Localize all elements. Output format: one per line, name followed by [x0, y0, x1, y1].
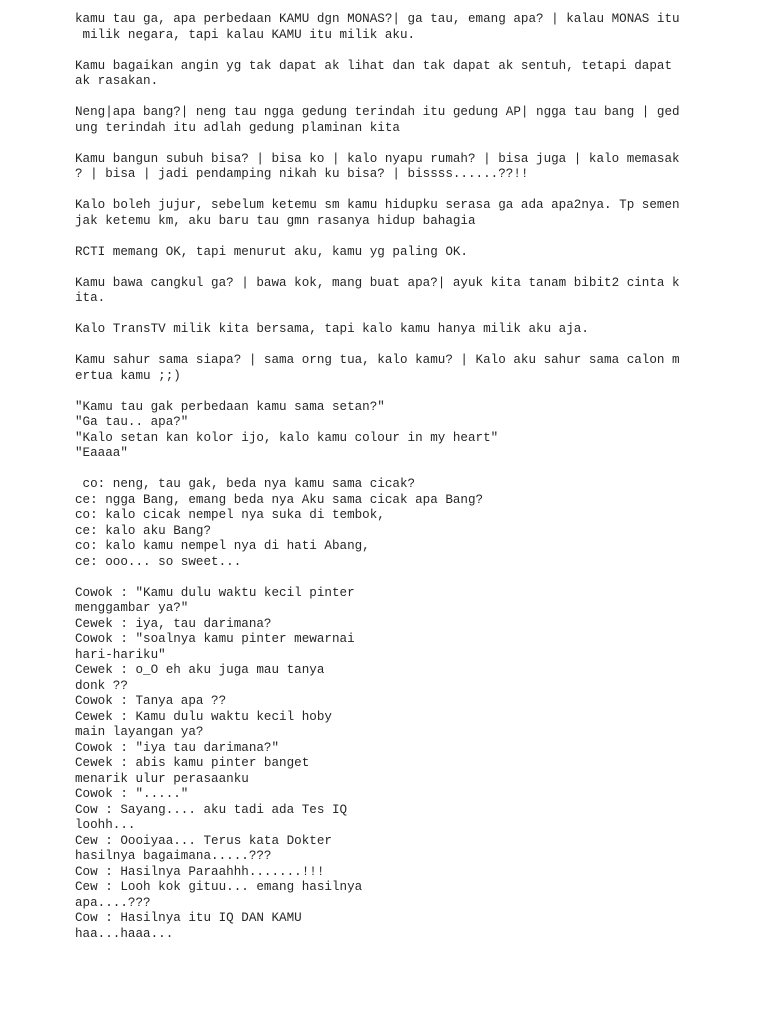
text-line: Cew : Looh kok gituu... emang hasilnya [75, 880, 363, 894]
text-line: Cewek : o_O eh aku juga mau tanya [75, 663, 325, 677]
text-line: ce: kalo aku Bang? [75, 523, 212, 538]
paragraph-transtv [75, 322, 685, 338]
text-line: RCTI memang OK, tapi menurut aku, kamu yg paling OK. [75, 244, 468, 259]
text-line: Kalo TransTV milik kita bersama, tapi kalo kamu hanya milik aku aja. [75, 322, 589, 336]
text-line: Kamu bawa cangkul ga? | bawa kok, mang buat apa?| ayuk kita tanam bibit2 cinta k [75, 275, 680, 290]
text-line: main layangan ya? [75, 725, 204, 739]
paragraph-rcti [75, 245, 685, 261]
paragraph-gedung [75, 105, 685, 136]
text-line: Neng|apa bang?| neng tau ngga gedung terindah itu gedung AP| ngga tau bang | ged [75, 105, 680, 119]
text-line: "Ga tau.. apa?" [75, 415, 189, 429]
text-line: ce: ngga Bang, emang beda nya Aku sama cicak apa Bang? [75, 492, 484, 507]
text-line: ? | bisa | jadi pendamping nikah ku bisa? | bissss......??!! [75, 167, 529, 181]
text-line: ak rasakan. [75, 74, 159, 88]
text-line: Kalo boleh jujur, sebelum ketemu sm kamu hidupku serasa ga ada apa2nya. Tp semen [75, 198, 680, 212]
text-line: Cowok : "soalnya kamu pinter mewarnai [75, 632, 355, 646]
text-line: hasilnya bagaimana.....??? [75, 849, 272, 863]
paragraph-cangkul [75, 276, 685, 307]
paragraph-sahur [75, 353, 685, 384]
text-line: ertua kamu ;;) [75, 368, 181, 383]
text-line: Cow : Sayang.... aku tadi ada Tes IQ [75, 802, 348, 817]
text-line: Cowok : "iya tau darimana?" [75, 740, 280, 755]
text-line: hari-hariku" [75, 647, 166, 662]
paragraph-jujur [75, 198, 685, 229]
paragraph-angin [75, 59, 685, 90]
text-line: Cow : Hasilnya Paraahhh.......!!! [75, 864, 325, 879]
text-line: ce: ooo... so sweet... [75, 554, 242, 569]
text-line: apa....??? [75, 895, 151, 910]
text-line: milik negara, tapi kalau KAMU itu milik aku. [75, 27, 416, 42]
text-line: Cowok : "Kamu dulu waktu kecil pinter [75, 585, 355, 600]
text-line: "Kamu tau gak perbedaan kamu sama setan?" [75, 399, 385, 414]
text-line: Cewek : Kamu dulu waktu kecil hoby [75, 709, 332, 724]
text-line: "Kalo setan kan kolor ijo, kalo kamu colour in my heart" [75, 430, 499, 445]
text-line: haa...haaa... [75, 926, 174, 941]
text-line: Cewek : abis kamu pinter banget [75, 756, 310, 770]
paragraph-monas [75, 12, 685, 43]
text-line: donk ?? [75, 678, 128, 693]
text-line: "Eaaaa" [75, 446, 128, 460]
text-line: kamu tau ga, apa perbedaan KAMU dgn MONAS?| ga tau, emang apa? | kalau MONAS itu [75, 12, 680, 26]
text-line: Cewek : iya, tau darimana? [75, 616, 272, 631]
text-line: co: kalo cicak nempel nya suka di tembok, [75, 508, 385, 522]
paragraph-cicak [75, 477, 685, 570]
text-line: Cowok : Tanya apa ?? [75, 694, 227, 708]
paragraph-setan [75, 400, 685, 462]
text-line: ung terindah itu adlah gedung plaminan kita [75, 120, 400, 135]
text-line: menarik ulur perasaanku [75, 771, 249, 786]
text-line: menggambar ya?" [75, 601, 189, 615]
text-line: Kamu bagaikan angin yg tak dapat ak lihat dan tak dapat ak sentuh, tetapi dapat [75, 58, 673, 73]
text-line: loohh... [75, 818, 136, 832]
paragraph-subuh [75, 152, 685, 183]
text-line: Cowok : "....." [75, 787, 189, 801]
text-line: Kamu bangun subuh bisa? | bisa ko | kalo nyapu rumah? | bisa juga | kalo memasak [75, 151, 680, 166]
paragraph-cowok-cewek [75, 586, 685, 943]
text-line: Cow : Hasilnya itu IQ DAN KAMU [75, 911, 302, 925]
text-line: Kamu sahur sama siapa? | sama orng tua, kalo kamu? | Kalo aku sahur sama calon m [75, 353, 680, 367]
text-line: ita. [75, 291, 106, 305]
text-line: Cew : Oooiyaa... Terus kata Dokter [75, 833, 332, 848]
text-line: co: neng, tau gak, beda nya kamu sama cicak? [75, 477, 416, 491]
text-line: jak ketemu km, aku baru tau gmn rasanya hidup bahagia [75, 213, 476, 228]
text-line: co: kalo kamu nempel nya di hati Abang, [75, 539, 370, 553]
document-page [75, 12, 685, 958]
